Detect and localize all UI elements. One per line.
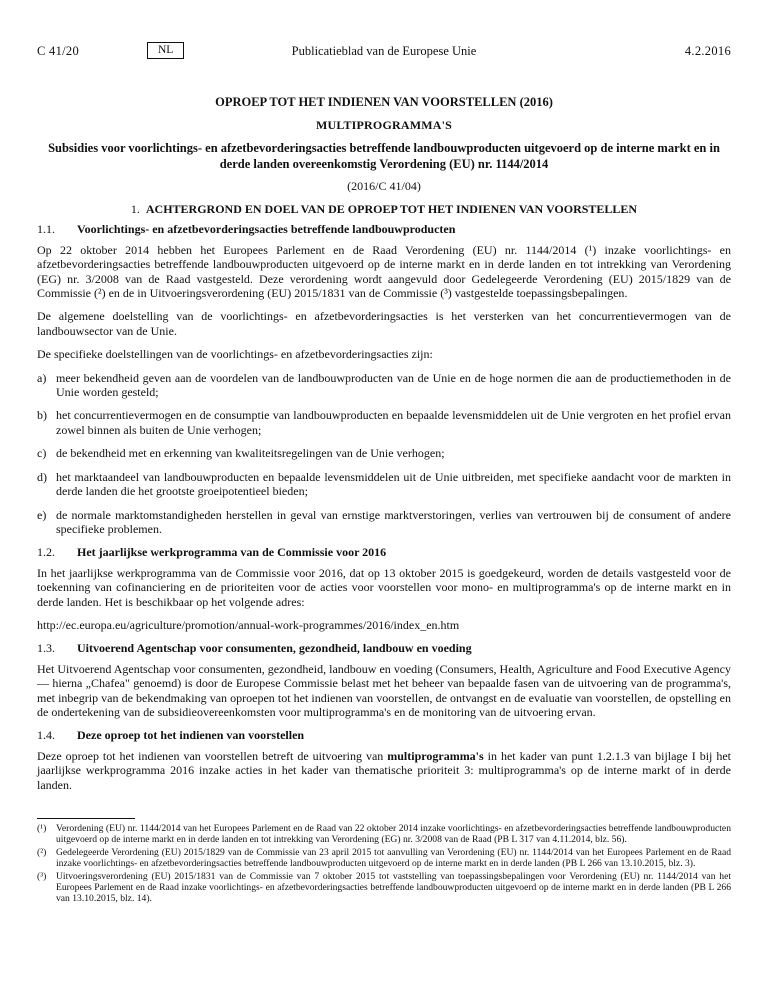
paragraph: De specifieke doelstellingen van de voorlichtings- en afzetbevorderingsacties zijn: (37, 347, 433, 362)
list-item (37, 508, 731, 537)
list-text: het concurrentievermogen en de consumptie van landbouwproducten en bepaalde levensmiddelen uit de Unie vergroten en het profiel ervan zowel binnen als buiten de Unie verhogen; (56, 408, 731, 437)
journal-reference: C 41/20 (37, 44, 80, 58)
footnotes (37, 823, 731, 906)
footnote-text: Verordening (EU) nr. 1144/2014 van het Europees Parlement en de Raad van 22 oktober 2014 inzake voorlichtings- en afzetbevorderingsacties betreffende landbouwproducten uitgevoerd op de interne markt en in derde landen en tot intrekking van Verordening (EG) nr. 3/2008 van de Raad (PB L 317 van 4.11.2014, blz. 56). (56, 823, 731, 846)
emphasis-text: multiprogramma's (387, 748, 484, 763)
paragraph: Op 22 oktober 2014 hebben het Europees Parlement en de Raad Verordening (EU) nr. 1144/2014 (¹) inzake voorlichtings- en afzetbevorderingsacties betreffende landbouwproducten uitgevoerd op de interne markt en in derde landen en tot intrekking van Verordening (EG) nr. 3/2008 van de Raad vastgesteld. Deze verordening wordt aangevuld door Gedelegeerde Verordening (EU) 2015/1829 van de Commissie (²) en de in Uitvoeringsverordening (EU) 2015/1831 van de Commissie (³) vastgestelde toepassingsbepalingen. (37, 242, 731, 301)
subsection-number: 1.1. (37, 222, 55, 237)
footnote-marker: (³) (37, 870, 47, 882)
list-marker: b) (37, 408, 47, 423)
document-subtitle: MULTIPROGRAMMA'S (315, 118, 453, 132)
footnote (37, 871, 731, 905)
document-title: OPROEP TOT HET INDIENEN VAN VOORSTELLEN (2016) (215, 95, 553, 109)
list-item (37, 408, 731, 437)
subsection-title: Het jaarlijkse werkprogramma van de Commissie voor 2016 (77, 545, 387, 560)
list-marker: c) (37, 446, 47, 461)
list-marker: d) (37, 469, 47, 484)
subsection-number: 1.3. (37, 641, 55, 656)
subsection-1-4-heading (37, 728, 731, 742)
document-body (37, 202, 731, 801)
subsection-1-1-heading (37, 222, 731, 236)
document-description: Subsidies voor voorlichtings- en afzetbevorderingsacties betreffende landbouwproducten uitgevoerd op de interne markt en in derde landen overeenkomstig Verordening (EU) nr. 1144/2014 (48, 141, 720, 171)
paragraph: De algemene doelstelling van de voorlichtings- en afzetbevorderingsacties is het versterken van het concurrentievermogen van de landbouwsector van de Unie. (37, 309, 731, 338)
subsection-1-2-heading (37, 545, 731, 559)
footnote (37, 823, 731, 846)
subsection-1-3-heading (37, 641, 731, 655)
list-text: de bekendheid met en erkenning van kwaliteitsregelingen van de Unie verhogen; (56, 446, 445, 461)
paragraph (37, 749, 731, 792)
paragraph-text: Deze oproep tot het indienen van voorstellen betreft de uitvoering van (37, 748, 388, 763)
section-number: 1. (130, 202, 140, 216)
footnote-marker: (²) (37, 846, 47, 858)
paragraph: In het jaarlijkse werkprogramma van de Commissie voor 2016, dat op 13 oktober 2015 is goedgekeurd, worden de details vastgesteld voor de toekenning van cofinanciering en de prioriteiten voor de acties voor voorstellen voor mono- en multiprogramma's op de interne markt en in derde landen. Het is beschikbaar op het volgende adres: (37, 565, 731, 609)
subsection-title: Voorlichtings- en afzetbevorderingsacties betreffende landbouwproducten (77, 222, 456, 237)
work-programme-link[interactable]: http://ec.europa.eu/agriculture/promotion/annual-work-programmes/2016/index_en.htm (37, 617, 460, 632)
footnote-marker: (¹) (37, 823, 47, 834)
list-item (37, 446, 731, 460)
footnote-text: Gedelegeerde Verordening (EU) 2015/1829 van de Commissie van 23 april 2015 tot aanvulling van Verordening (EU) nr. 1144/2014 van het Europees Parlement en de Raad inzake voorlichtings- en afzetbevorderingsacties betreffende landbouwproducten uitgevoerd op de interne markt en in derde landen (PB L 266 van 13.10.2015, blz. 3). (56, 846, 731, 870)
list-marker: e) (37, 507, 47, 522)
list-item (37, 371, 731, 400)
document-reference: (2016/C 41/04) (347, 179, 421, 193)
publication-name: Publicatieblad van de Europese Unie (291, 44, 477, 58)
list-text: meer bekendheid geven aan de voordelen van de landbouwproducten van de Unie en de hoge normen die aan de productiemethoden in de Unie worden gesteld; (56, 370, 731, 400)
section-title: ACHTERGROND EN DOEL VAN DE OPROEP TOT HET INDIENEN VAN VOORSTELLEN (145, 202, 638, 216)
footnote (37, 847, 731, 870)
list-marker: a) (37, 370, 47, 385)
page-header (37, 44, 731, 66)
subsection-title: Deze oproep tot het indienen van voorstellen (77, 728, 305, 743)
language-badge: NL (147, 42, 184, 59)
subsection-number: 1.2. (37, 545, 55, 560)
footnote-divider (37, 818, 135, 819)
list-text: de normale marktomstandigheden herstellen in geval van ernstige marktverstoringen, verlies van vertrouwen bij de consument of andere specifieke problemen. (56, 507, 731, 536)
subsection-number: 1.4. (37, 728, 55, 743)
list-text: het marktaandeel van landbouwproducten en bepaalde levensmiddelen uit de Unie uitbreiden, met specifieke aandacht voor de markten in derde landen die het grootste groeipotentieel bieden; (56, 469, 731, 499)
footnote-text: Uitvoeringsverordening (EU) 2015/1831 van de Commissie van 7 oktober 2015 tot vaststelling van toepassingsbepalingen voor Verordening (EU) nr. 1144/2014 van het Europees Parlement en de Raad inzake voorlichtings- en afzetbevorderingsacties betreffende landbouwproducten uitgevoerd op de interne markt en in derde landen (PB L 266 van 13.10.2015, blz. 14). (56, 870, 731, 905)
section-1-heading (37, 202, 731, 216)
list-item (37, 470, 731, 499)
publication-date: 4.2.2016 (684, 44, 731, 58)
paragraph: Het Uitvoerend Agentschap voor consumenten, gezondheid, landbouw en voeding (Consumers, Health, Agriculture and Food Executive Agency — hierna „Chafea" genoemd) is door de Europese Commissie belast met het beheer van bepaalde fasen van de uitvoering van de programma's, met inbegrip van de bekendmaking van oproepen tot het indienen van voorstellen, de ontvangst en de evaluatie van voorstellen, de opstelling en de ondertekening van de subsidieovereenkomsten voor multiprogramma's en de monitoring van de uitvoering ervan. (37, 661, 731, 719)
subsection-title: Uitvoerend Agentschap voor consumenten, gezondheid, landbouw en voeding (77, 641, 472, 656)
paragraph-text: in het kader van punt 1.2.1.3 van bijlage I bij het jaarlijkse werkprogramma 2016 inzake acties in het kader van thematische prioriteit 3: multiprogramma's op de interne markt of in derde landen. (37, 748, 731, 792)
